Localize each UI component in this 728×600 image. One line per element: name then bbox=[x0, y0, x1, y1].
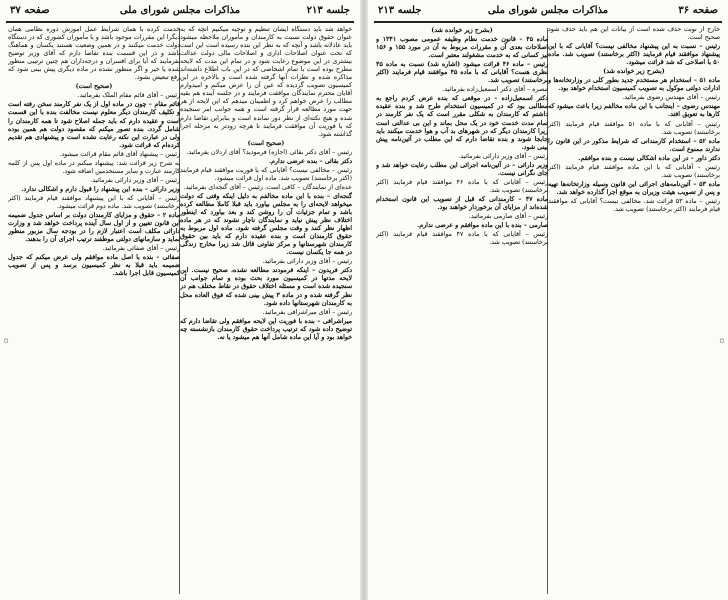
book-gutter bbox=[360, 0, 368, 600]
page-number: صفحه ۳۷ bbox=[10, 5, 50, 16]
text-paragraph: تبصره – آقای دکتر اسمعیل‌زاده بفرمائید. bbox=[442, 86, 548, 94]
text-paragraph: رئیس – آقایانی که با ماده ۴۶ موافقند قیام فرمایند (اکثر برخاستند) تصویب شد. bbox=[376, 178, 548, 194]
text-paragraph: رئیس – آقای دکتر بقائی (اجازه) فرمودید؟ آقای اردلان بفرمائید. bbox=[186, 148, 352, 156]
article-paragraph: ماده ۵۲ – استخدام کارمندانی که شرایط مذکور در این قانون را ندارند ممنوع است. bbox=[548, 137, 720, 153]
session-number: جلسه ۲۱۳ bbox=[306, 5, 350, 16]
publication-title: مذاکرات مجلس شورای ملی bbox=[119, 5, 241, 16]
page-header bbox=[374, 3, 722, 23]
speaker-paragraph: دکتر فریدون – اینکه فرمودند مطالعه نشده، صحیح نیست. این لایحه مدتها در کمیسیون مورد بحث بوده و تمام جوانب آن سنجیده شده است و مسئله اختلاف حقوق در نقاط مختلف هم در نظر گرفته شده و در ماده ۳ پیش بینی شده که فوق العاده محل به کارمندان شهرستانها داده شود. bbox=[180, 267, 352, 307]
publication-title: مذاکرات مجلس شورای ملی bbox=[487, 5, 609, 16]
article-paragraph: ماده ۴۵ – قانون خدمت نظام وظیفه عمومی مصوب ۱۳۴۱ و اصلاحات بعدی آن و مقررات مربوط به آن در مورد ۱۵۵ و ۱۵۶ نیز کسانی که به خدمت مشغولند معتبر است. bbox=[376, 36, 548, 60]
text-paragraph: رئیس – آقای وزیر دارائی بفرمائید. bbox=[262, 258, 352, 266]
page-header bbox=[6, 3, 354, 23]
text-paragraph: رئیس – آقای میراشرافی بفرمائید. bbox=[262, 308, 352, 316]
text-paragraph: رئیس – پیشنهاد آقای قائم مقام قرائت میشود. bbox=[59, 150, 180, 158]
binding-hole-icon: ◦ bbox=[2, 334, 11, 350]
text-column-right bbox=[180, 26, 352, 596]
text-paragraph: رئیس – آقای مهندس رضوی بفرمائید. bbox=[622, 94, 720, 102]
speaker-paragraph: رئیس – ماده ۴۶ قرائت میشود (اشاره شد) نسبت به ماده ۴۵ نظری هست؟ آقایانی که با ماده ۴۵ موافقند قیام فرمایند (اکثر برخاستند) تصویب شد. bbox=[376, 61, 548, 85]
text-paragraph: رئیس – آقای صفائی بفرمائید. bbox=[102, 245, 180, 253]
article-paragraph: ماده ۵۱ – استخدام هر مستخدم جدید بطور کلی در وزارتخانه‌ها و ادارات دولتی موکول به تصویب کمیسیون استخدام خواهد بود. bbox=[548, 77, 720, 93]
note-line: (بشرح زیر خوانده شد) bbox=[603, 68, 665, 76]
speaker-paragraph: گنجه‌ای – بنده با این ماده مخالفم به دلیل اینکه وقتی که دولت میخواهد لایحه‌ای را به مجلس بیاورد باید قبلا کاملا مطالعه کرده باشد و تمام جزئیات آن را روشن کند و بعد بیاورد که اینطور اختلاف نظر پیش نیاید و نمایندگان ناچار نشوند که در هر ماده اظهار نظر کنند و وقت مجلس گرفته شود. ماده اول مربوط به حقوق کارمندان است و بنده عقیده دارم که باید بین حقوق کارمندان شهرستانها و مرکز تفاوتی قائل شد زیرا مخارج زندگی در همه جا یکسان نیست. bbox=[180, 192, 352, 257]
text-column-right bbox=[548, 26, 720, 596]
speaker-paragraph: مهندس رضوی – اینجانب با این ماده مخالفم زیرا باعث میشود که کارها به تعویق افتد. bbox=[548, 103, 720, 119]
text-column-left bbox=[8, 26, 180, 596]
text-paragraph: رئیس – آقایانی که با ماده ۴۷ موافقند قیام فرمایند (اکثر برخاستند) تصویب شد. bbox=[376, 231, 548, 247]
page-number: صفحه ۳۶ bbox=[678, 5, 718, 16]
speaker-paragraph: قائم مقام – چون در ماده اول از یک نفر کارمند سخن رفته است و تکلیف کارمندان دیگر معلوم نیست مخالفت بنده با این قسمت است و عقیده دارم که باید جمله اصلاح شود تا همه کارمندان را شامل گردد. بنده تصور میکنم که مقصود دولت هم همین بوده ولی در عبارت این نکته رعایت نشده است و پیشنهادی هم تقدیم کرده‌ام که قرائت شود. bbox=[8, 101, 180, 149]
speaker-paragraph: وزیر دارائی – در آئین‌نامه اجرائی این مطلب رعایت خواهد شد و جای نگرانی نیست. bbox=[376, 161, 548, 177]
text-paragraph: رئیس – آقای قائم مقام الملک بفرمائید. bbox=[77, 92, 180, 100]
text-paragraph: خواهد شد باید دستگاه ایشان تنظیم و توجیه میکنیم آنچه که به عنوان حقوق دولت نسبت به کارمندان و مأموران ملاحظه میشود باید عادلانه باشد و آنچه که به نظر این بنده رسیده است این است که تحت عنوان اصلاحات اداری و اصلاحات مالی دولت عدالت بیشتری در این موضوع رعایت شود و در تمام این مدت که لایحه مطرح بوده است با تمام اشخاصی که در این باب اطلاع داشته‌اند مذاکره شده و نظرات آنها گرفته شده است و بالاخره در این کمیسیون تصویب گردیده که عین آن را عرض میکنم و امیدوارم آقایان محترم نمایندگان موافقت فرمایند و در جلسه آینده هم بقیه مطالب را عرض خواهم کرد و اطمینان میدهم که این لایحه از هر جهت مورد مطالعه قرار گرفته است و همه جوانب امر سنجیده شده و هیچ نکته‌ای از نظر دور نمانده است و بنابراین تقاضا دارم که با فوریت آن موافقت فرمایند تا هرچه زودتر به مرحله اجرا گذاشته شود. bbox=[180, 26, 352, 138]
text-paragraph: خارج از نوبت حذف شده است از بیانات این هم باید حذف شود صحیح است. bbox=[548, 26, 720, 42]
text-paragraph: رئیس – آقایانی که با این پیشنهاد موافقند قیام فرمایند (اکثر برخاستند) تصویب شد. ماده دوم قرائت میشود. bbox=[8, 194, 180, 210]
text-paragraph: به شرح زیر قرائت شد: پیشنهاد میکنم در ماده اول پس از کلمه کارمند عبارت و سایر مستخدمین اضافه شود. bbox=[8, 159, 180, 175]
speaker-paragraph: دکتر بقائی – بنده عرضی ندارم. bbox=[268, 157, 352, 165]
text-paragraph: خدمت کرده با همان شرایط عمل آموزش دوره نظامی همان دیگرا این مقررات موجود باشد و با مأموران کشوری که در دستگاه دولت خدمت میکنند و در همین وضعیت هستند یکسان و هماهنگ باشد و در این قسمت بنده تقاضا دارم که آقای وزیر توضیح بفرمایند که آیا برای افسران و درجه‌داران هم چنین ترتیبی منظور شده یا خیر و اگر منظور نشده در ماده دیگری پیش بینی شود که رفع تبعیض بشود. bbox=[8, 26, 180, 82]
article-paragraph: ماده ۵۳ – آئین‌نامه‌های اجرائی این قانون وسیله وزارتخانه‌ها تهیه و پس از تصویب هیئت وزیران به موقع اجرا گذارده خواهد شد. bbox=[548, 180, 720, 196]
speaker-paragraph: صارمی – بنده با این ماده موافقم و عرضی ندارم. bbox=[417, 222, 548, 230]
text-paragraph: رئیس – آقای صارمی بفرمائید. bbox=[468, 213, 548, 221]
speaker-paragraph: رئیس – نسبت به این پیشنهاد مخالفی نیست؟ آقایانی که با این پیشنهاد موافقند قیام فرمایند (اکثر برخاستند) تصویب شد. ماده ۵۰ با اصلاحی که شد قرائت میشود. bbox=[548, 43, 720, 67]
text-paragraph: رئیس – آقای وزیر دارائی بفرمائید. bbox=[458, 152, 548, 160]
speaker-paragraph: میراشرافی – بنده با فوریت این لایحه موافقم ولی تقاضا دارم که توضیح داده شود که ترتیب پرداخت حقوق کارمندان بازنشسته چه خواهد بود و آیا این ماده شامل آنها هم میشود یا نه. bbox=[180, 317, 352, 341]
note-line: (بشرح زیر خوانده شد) bbox=[431, 27, 493, 34]
text-paragraph: رئیس – آقای وزیر دارائی بفرمائید. bbox=[90, 176, 180, 184]
text-paragraph: رئیس – آقایانی که با این ماده موافقند قیام فرمایند (اکثر برخاستند) تصویب شد. bbox=[548, 163, 720, 179]
binding-hole-icon: ◦ bbox=[717, 334, 726, 350]
right-page bbox=[368, 0, 728, 600]
note-line: (صحیح است) bbox=[247, 139, 285, 147]
text-paragraph: رئیس – آقایانی که با ماده ۵۱ موافقند قیام فرمایند (اکثر برخاستند) تصویب شد. bbox=[548, 120, 720, 136]
speaker-paragraph: دکتر داور – در این ماده اشکالی نیست و بنده موافقم. bbox=[578, 154, 720, 162]
session-number: جلسه ۲۱۳ bbox=[378, 5, 422, 16]
text-paragraph: رئیس – مخالفی نیست؟ آقایانی که با فوریت موافقند قیام فرمایند (اکثر برخاستند) تصویب شد. ماده اول قرائت میشود. bbox=[180, 166, 352, 182]
article-paragraph: ماده ۴۷ – کارمندانی که قبل از تصویب این قانون استخدام شده‌اند از مزایای آن برخوردار خواهند بود. bbox=[376, 195, 548, 211]
speaker-paragraph: دکتر اسمعیل‌زاده – در موقعی که بنده عرض کردم راجع به مطالبی بود که در کمیسیون استخدام طرح شد و بنده عقیده داشتم که کارمندان به شکلی مقرر است که یک نفر کارمند در تمام مدت خدمت خود در یک محل بماند و این بی عدالتی است زیرا کارمندان دیگر که در شهرهای بد آب و هوا خدمت میکنند باید جابجا شوند و بنده تقاضا دارم که این مطلب در آئین‌نامه پیش بینی شود. bbox=[376, 95, 548, 151]
text-paragraph: رئیس – ماده ۵۳ قرائت شد. مخالفی نیست؟ آقایانی که موافقند قیام فرمایند (اکثر برخاستند) تصویب شد. bbox=[548, 197, 720, 213]
article-paragraph: ماده ۲ – حقوق و مزایای کارمندان دولت بر اساس جدول ضمیمه این قانون تعیین و از اول سال آینده پرداخت خواهد شد و وزارت دارائی مکلف است اعتبار لازم را در بودجه سال مزبور منظور نماید و سازمانهای دولتی موظفند ترتیب اجرای آن را بدهند. bbox=[8, 212, 180, 244]
text-paragraph: عده‌ای از نمایندگان – کافی است. رئیس – آقای گنجه‌ای بفرمائید. bbox=[183, 183, 352, 191]
note-line: (صحیح است) bbox=[75, 83, 113, 91]
text-column-left bbox=[376, 26, 548, 596]
left-page bbox=[0, 0, 360, 600]
speaker-paragraph: وزیر دارائی – بنده این پیشنهاد را قبول دارم و اشکالی ندارد. bbox=[21, 185, 180, 193]
speaker-paragraph: صفائی – بنده با اصل ماده موافقم ولی عرض میکنم که جدول ضمیمه باید قبلا به نظر کمیسیون برسد و پس از تصویب کمیسیون قابل اجرا باشد. bbox=[8, 254, 180, 278]
